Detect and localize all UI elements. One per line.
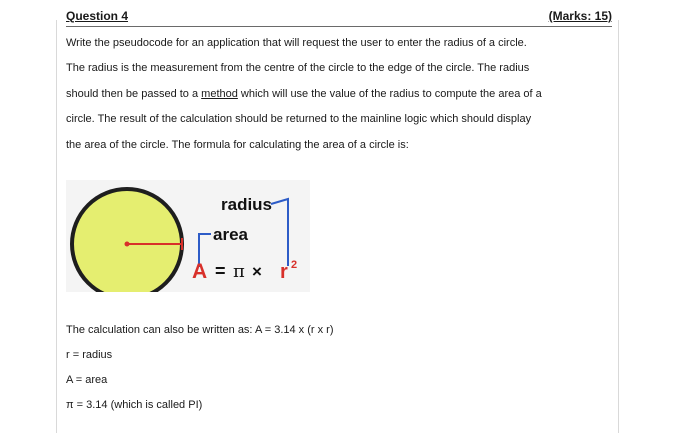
formula-exponent: 2 — [291, 259, 298, 271]
paragraph-line-5: the area of the circle. The formula for calculating the area of a circle is: — [66, 138, 409, 151]
paragraph-line-4: circle. The result of the calculation should be returned to the mainline logic which should display — [66, 113, 532, 126]
radius-definition: r = radius — [66, 349, 113, 361]
marks-label: (Marks: 15) — [548, 9, 612, 23]
paragraph-line-2: The radius is the measurement from the centre of the circle to the edge of the circle. The radius — [66, 62, 530, 75]
circle-area-figure — [66, 180, 310, 292]
method-term: method — [201, 87, 238, 100]
area-definition: A = area — [66, 374, 108, 386]
circle-area-diagram — [66, 180, 310, 292]
question-header — [66, 6, 612, 27]
paragraph-line-1: Write the pseudocode for an application that will request the user to enter the radius of a circle. — [66, 37, 527, 49]
pi-definition: π = 3.14 (which is called PI) — [66, 399, 203, 411]
radius-label: radius — [221, 195, 273, 214]
question-paragraph — [66, 31, 612, 158]
formula-area-symbol: A — [192, 260, 208, 283]
formula-times: × — [252, 262, 262, 281]
radius-bracket — [271, 199, 288, 266]
formula-radius-symbol: r — [280, 261, 288, 283]
formula-pi: π — [233, 261, 245, 282]
paragraph-line-3 — [66, 82, 612, 107]
paragraph-line-3-start: should then be passed to a — [66, 87, 202, 100]
formula-equals: = — [215, 261, 226, 281]
right-margin-rule — [618, 20, 619, 433]
question-number: Question 4 — [66, 9, 129, 23]
area-label: area — [213, 225, 248, 244]
left-margin-rule — [56, 20, 57, 433]
paragraph-line-3-end: which will use the value of the radius to compute the area of a — [237, 87, 542, 100]
calculation-note: The calculation can also be written as: A = 3.14 x (r x r) — [66, 324, 334, 336]
circle-shape — [72, 189, 182, 292]
